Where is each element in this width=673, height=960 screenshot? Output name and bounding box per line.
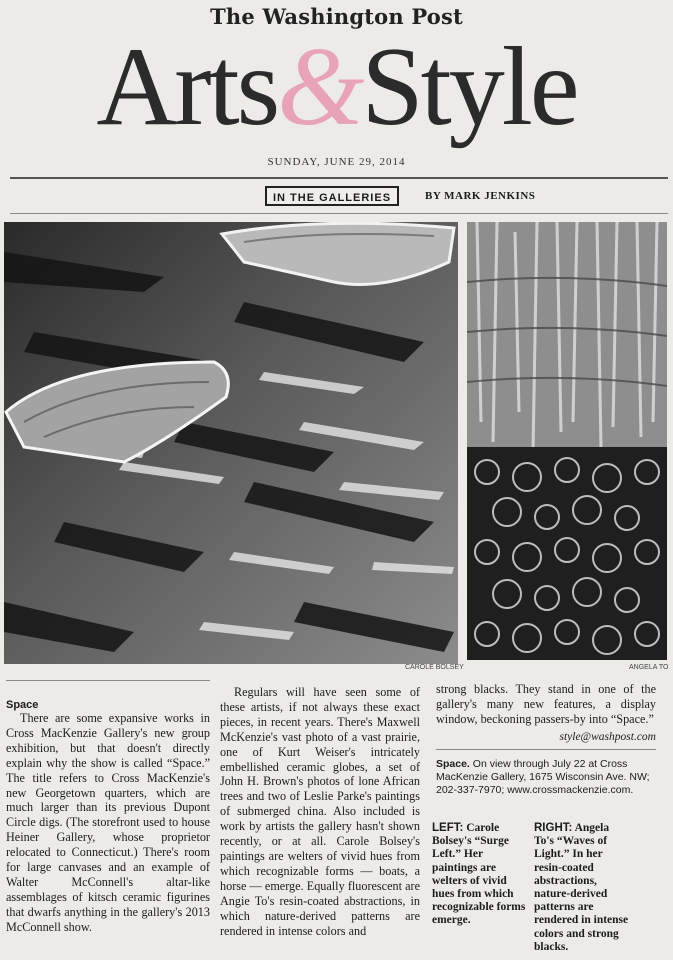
article-column-3 — [436, 682, 656, 797]
author-email: style@washpost.com — [559, 730, 656, 743]
info-box-label: Space. — [436, 757, 470, 770]
info-box-rule — [436, 749, 656, 750]
caption-right-label: RIGHT: — [534, 822, 573, 834]
masthead-rule — [10, 177, 668, 179]
photo-credit-left: CAROLE BOLSEY — [405, 664, 464, 671]
section-title-style: Style — [361, 25, 577, 149]
boats-painting-image — [4, 222, 458, 664]
info-box-text: On view through July 22 at Cross MacKenzie Gallery, 1675 Wisconsin Ave. NW; 202-337-7970; www.crossmackenzie.com. — [436, 757, 650, 796]
paragraph: strong blacks. They stand in one of the gallery's many new features, a display window, beckoning passers-by into “Space.” — [436, 682, 656, 726]
caption-left-label: LEFT: — [432, 822, 464, 834]
newspaper-nameplate: The Washington Post — [210, 4, 463, 29]
paragraph: There are some expansive works in Cross MacKenzie Gallery's new group exhibition, but that doesn't directly explain why the show is called “Space.” The title refers to Cross MacKenzie's new Georgetown quarters, which are much larger than its previous Dupont Circle digs. (The storefront used to house Heiner Gallery, whose proprietor relocated to Connecticut.) There's room for large canvases and an example of Walter McConnell's altar-like assemblages of kitsch ceramic figurines that dwarfs anything in the gallery's 2013 McConnell show. — [6, 711, 210, 934]
issue-date: SUNDAY, JUNE 29, 2014 — [267, 156, 406, 168]
article-column-1 — [6, 680, 210, 935]
byline: BY MARK JENKINS — [425, 190, 536, 202]
article-heading: Space — [6, 699, 39, 711]
column-1-text — [6, 711, 210, 935]
caption-left-text: Carole Bolsey's “Surge Left.” Her paintings are welters of vivid hues from which recognizable forms emerge. — [432, 822, 526, 927]
column-3-text — [436, 682, 656, 727]
caption-left — [432, 822, 526, 928]
info-box — [436, 758, 656, 797]
caption-right — [534, 822, 630, 954]
abstraction-painting-image — [467, 222, 667, 660]
photo-waves-of-light — [467, 222, 667, 660]
header-rule — [10, 213, 668, 214]
section-title-arts: Arts — [96, 25, 278, 149]
section-title — [0, 22, 673, 152]
column-kicker: IN THE GALLERIES — [265, 186, 399, 206]
section-title-ampersand: & — [277, 25, 362, 149]
column-1-rule — [6, 680, 210, 681]
photo-surge-left — [4, 222, 458, 664]
caption-right-text: Angela To's “Waves of Light.” In her resin-coated abstractions, nature-derived patterns are rendered in intense colors and strong blacks. — [534, 822, 629, 953]
article-column-2 — [220, 685, 420, 938]
paragraph: Regulars will have seen some of these artists, if not always these exact pieces, in recent years. There's Maxwell McKenzie's vast photo of a vast prairie, one of Kurt Weiser's intricately embellished ceramic globes, a set of John H. Brown's photos of lone African trees and two of Leslie Parke's paintings of submerged china. Also included is work by artists the gallery hasn't shown recently, or at all. Carole Bolsey's paintings are welters of vivid hues from which recognizable forms — boats, a horse — emerge. Equally fluorescent are Angie To's resin-coated abstractions, in which nature-derived patterns are rendered in intense colors and — [220, 685, 420, 938]
photo-credit-right: ANGELA TO — [629, 664, 669, 671]
column-2-text — [220, 685, 420, 938]
